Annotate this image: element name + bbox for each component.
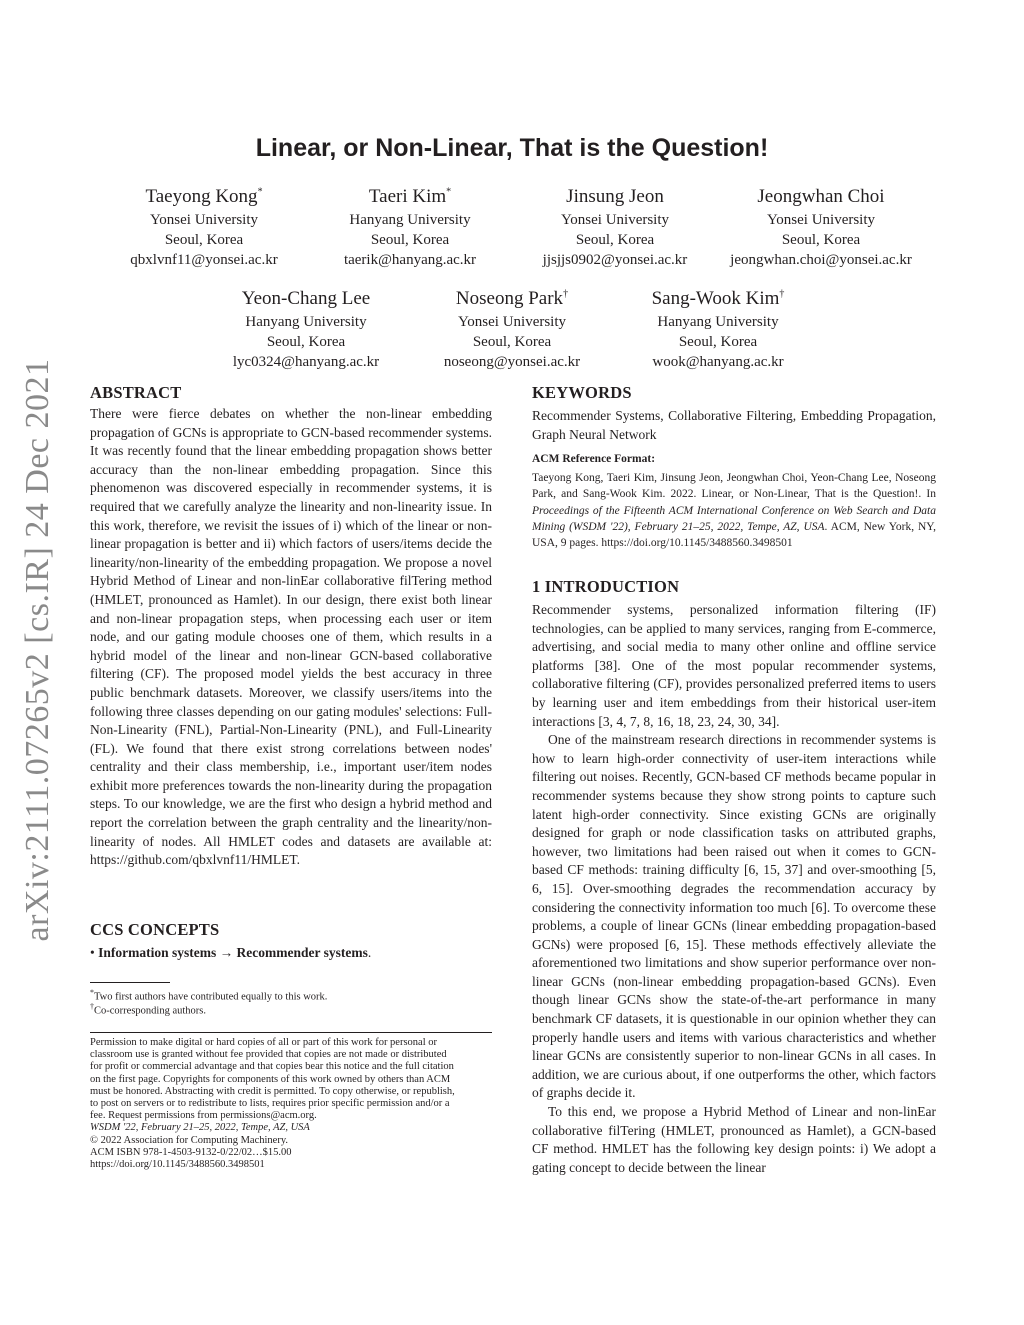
author-affiliation: Yonsei University xyxy=(457,314,567,330)
author-affiliation: Yonsei University xyxy=(766,212,876,228)
author-email[interactable]: qbxlvnf11@yonsei.ac.kr xyxy=(130,252,278,268)
abstract-heading: ABSTRACT xyxy=(90,383,182,402)
author-block xyxy=(608,287,828,372)
author-name: Sang-Wook Kim† xyxy=(651,288,785,309)
permission-line: must be honored. Abstracting with credit is permitted. To copy otherwise, or republish, xyxy=(90,1085,455,1097)
permission-line: to post on servers or to redistribute to lists, requires prior specific permission and/or a xyxy=(90,1098,450,1110)
paper-title: Linear, or Non-Linear, That is the Question! xyxy=(255,134,769,162)
author-name: Noseong Park† xyxy=(455,288,569,309)
permission-venue: WSDM '22, February 21–25, 2022, Tempe, AZ, USA xyxy=(90,1122,310,1134)
author-affiliation: Hanyang University xyxy=(349,212,471,228)
permission-line: for profit or commercial advantage and that copies bear this notice and the full citation xyxy=(90,1061,454,1073)
footnote-2: †Co-corresponding authors. xyxy=(90,1002,206,1017)
ccs-concept-line xyxy=(90,945,371,961)
ccs-arrow: → xyxy=(219,945,234,960)
author-name: Taeyong Kong* xyxy=(145,186,263,207)
permission-copyright: © 2022 Association for Computing Machinery. xyxy=(90,1134,289,1146)
author-affiliation: Yonsei University xyxy=(149,212,259,228)
permission-doi[interactable]: https://doi.org/10.1145/3488560.3498501 xyxy=(90,1159,265,1171)
author-email[interactable]: lyc0324@hanyang.ac.kr xyxy=(232,354,380,370)
acm-reference-heading: ACM Reference Format: xyxy=(532,453,656,465)
arxiv-stamp-text: arXiv:2111.07265v2 [cs.IR] 24 Dec 2021 xyxy=(19,358,56,942)
permission-line: Permission to make digital or hard copies of all or part of this work for personal or xyxy=(90,1037,438,1048)
author-email[interactable]: jjsjjs0902@yonsei.ac.kr xyxy=(542,252,688,268)
permission-rule xyxy=(90,1032,492,1033)
author-location: Seoul, Korea xyxy=(370,232,450,248)
author-email[interactable]: taerik@hanyang.ac.kr xyxy=(343,252,477,268)
author-name: Yeon-Chang Lee xyxy=(241,288,371,309)
author-name: Jeongwhan Choi xyxy=(757,186,885,207)
author-email[interactable]: jeongwhan.choi@yonsei.ac.kr xyxy=(730,252,912,268)
acm-reference-text: Taeyong Kong, Taeri Kim, Jinsung Jeon, Jeongwhan Choi, Yeon-Chang Lee, Noseong Park, and Sang-Wook Kim. 2022. Linear, or Non-Linear, That is the Question!. In Proceedings of the Fifteenth ACM International Conference on Web Search and Data Mining (WSDM '22), February 21–25, 2022, Tempe, AZ, USA. ACM, New York, NY, USA, 9 pages. https://doi.org/10.1145/3488560.3498501 xyxy=(532,472,937,550)
footnote-1: *Two first authors have contributed equally to this work. xyxy=(90,988,328,1003)
author-location: Seoul, Korea xyxy=(781,232,861,248)
author-location: Seoul, Korea xyxy=(678,334,758,350)
abstract-text: There were fierce debates on whether the non-linear embedding propagation of GCNs is appropriate to GCN-based recommender systems. It was recently found that the linear embedding propagation shows better accuracy than the non-linear embedding propagation. Since this phenomenon was discovered especially in recommender systems, it is required that we carefully analyze the linearity and non-linearity issue. In this work, therefore, we revisit the issues of i) which of the linear or non-linear propagation is better and ii) which factors of users/items decide the linearity/non-linearity of the embedding propagation. We propose a novel Hybrid Method of Linear and non-linEar collaborative filTering method (HMLET, pronounced as Hamlet). In our design, there exist both linear and non-linear propagation steps, when processing each user or item node, and our gating module chooses one of them, which results in a hybrid model of the linear and non-linear GCN-based collaborative filtering (CF). The proposed model yields the best accuracy in three public benchmark datasets. Moreover, we classify users/items into the following three classes depending on our gating modules' selections: Full-Non-Linearity (FNL), Partial-Non-Linearity (PNL), and Full-Linearity (FL). We found that there exist strong correlations between nodes' centrality and their class membership, i.e., important user/item nodes exhibit more preferences towards the non-linearity during the propagation steps. To our knowledge, we are the first who design a hybrid method and report the correlation between the graph centrality and the linearity/non-linearity of nodes. All HMLET codes and datasets are available at: https://github.com/qbxlvnf11/HMLET. xyxy=(90,406,492,868)
author-affiliation: Yonsei University xyxy=(560,212,670,228)
keywords-text: Recommender Systems, Collaborative Filtering, Embedding Propagation, Graph Neural Network xyxy=(532,408,936,442)
permission-block xyxy=(90,1037,492,1171)
author-block xyxy=(505,185,725,270)
keywords-heading: KEYWORDS xyxy=(532,383,632,402)
permission-line: classroom use is granted without fee provided that copies are not made or distributed xyxy=(90,1049,447,1061)
permission-isbn: ACM ISBN 978-1-4503-9132-0/22/02…$15.00 xyxy=(90,1146,292,1158)
author-email[interactable]: noseong@yonsei.ac.kr xyxy=(443,354,581,370)
ccs-period: . xyxy=(367,945,372,960)
author-block xyxy=(94,185,314,270)
introduction-body xyxy=(532,601,936,1177)
introduction-heading: 1 INTRODUCTION xyxy=(532,577,680,596)
author-block xyxy=(711,185,931,270)
author-block xyxy=(402,287,622,372)
footnote-rule xyxy=(90,982,170,983)
author-name: Taeri Kim* xyxy=(368,186,452,207)
intro-paragraph: To this end, we propose a Hybrid Method of Linear and non-linEar collaborative filTering (HMLET, pronounced as Hamlet), a GCN-based CF method. HMLET has the following key design points: i) We adopt a gating concept to decide between the linear xyxy=(532,1104,936,1175)
author-block xyxy=(196,287,416,372)
author-location: Seoul, Korea xyxy=(164,232,244,248)
author-affiliation: Hanyang University xyxy=(245,314,367,330)
author-location: Seoul, Korea xyxy=(266,334,346,350)
intro-paragraph: Recommender systems, personalized information filtering (IF) technologies, can be applied to many services, ranging from E-commerce, advertising, and social media to many other online and offline service platforms [38]. One of the most popular recommender systems, collaborative filtering (CF), provides personalized preferred items to users by learning user and item embeddings from their historical user-item interactions [3, 4, 7, 8, 16, 18, 23, 24, 30, 34]. xyxy=(532,602,936,729)
ccs-right: Recommender systems xyxy=(236,945,368,960)
author-location: Seoul, Korea xyxy=(472,334,552,350)
intro-paragraph: One of the mainstream research directions in recommender systems is how to learn high-order connectivity of user-item interactions while filtering out noises. Recently, GCN-based CF methods became popular in recommender systems because they show strong points to capture such latent high-order connectivity. Since existing GCNs are originally designed for graph or node classification tasks on attributed graphs, however, two limitations had been raised out when it comes to GCN-based CF methods: training difficulty [6, 15, 37] and over-smoothing [5, 6, 15]. Over-smoothing degrades the recommendation accuracy by considering the connectivity information too much [6]. To overcome these problems, a couple of linear GCNs (linear embedding propagation-based GCNs) were proposed [6, 15]. These methods effectively alleviate the aforementioned two limitations and show superior performance over non-linear GCNs (non-linear embedding propagation-based GCNs). Even though linear GCNs show the state-of-the-art performance in many benchmark CF datasets, it is questionable in our opinion whether they can properly handle users and items with various characteristics and whether linear GCNs are consistently superior to non-linear GCNs in all cases. In addition, we are curious about, if one outperforms the other, which factors of graphs decide it. xyxy=(532,732,936,1101)
author-email[interactable]: wook@hanyang.ac.kr xyxy=(652,354,784,370)
ccs-bullet: • xyxy=(90,945,95,960)
permission-line: on the first page. Copyrights for components of this work owned by others than ACM xyxy=(90,1073,451,1085)
ccs-left: Information systems xyxy=(98,945,217,960)
permission-line: fee. Request permissions from permissions@acm.org. xyxy=(90,1110,317,1122)
author-location: Seoul, Korea xyxy=(575,232,655,248)
ccs-heading: CCS CONCEPTS xyxy=(90,920,220,939)
author-block xyxy=(300,185,520,270)
author-name: Jinsung Jeon xyxy=(566,186,664,207)
author-affiliation: Hanyang University xyxy=(657,314,779,330)
